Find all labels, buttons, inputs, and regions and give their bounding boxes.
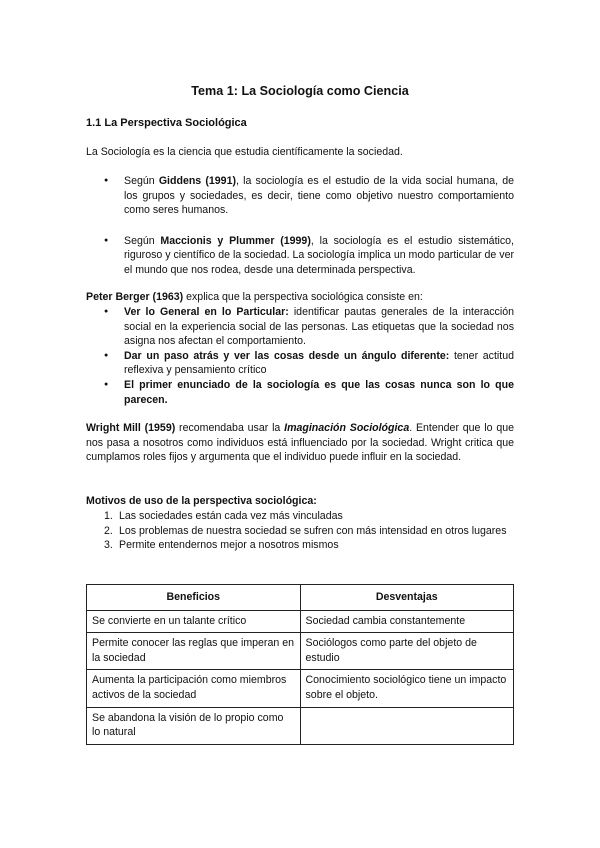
text: Los problemas de nuestra sociedad se sufren con más intensidad en otros lugares [119,524,507,537]
text: Según [124,175,159,187]
term: El primer enunciado de la sociología es que las cosas nunca son lo que parecen. [124,378,514,406]
definitions-list [86,174,514,278]
cell: Se abandona la visión de lo propio como lo natural [87,707,301,744]
cell: Sociedad cambia constantemente [300,610,514,633]
cell: Sociólogos como parte del objeto de estudio [300,633,514,670]
text: Las sociedades están cada vez más vinculadas [119,510,343,522]
text: , la sociología es el estudio sistemático, riguroso y científico de la sociedad. La sociología implica un modo particular de ver el mundo que nos rodea, desde una determinada perspectiva. [124,234,514,276]
wright-paragraph [86,421,514,465]
cell [300,707,514,744]
author: Peter Berger (1963) [86,291,184,303]
table-row [87,670,514,707]
table-row [87,633,514,670]
section-heading: 1.1 La Perspectiva Sociológica [86,117,247,129]
text: Según [124,234,161,247]
cell: Permite conocer las reglas que imperan en la sociedad [87,633,301,670]
list-item [86,378,514,407]
number: 3. [104,539,113,552]
term: Ver lo General en lo Particular: [124,306,289,318]
term: Dar un paso atrás y ver las cosas desde un ángulo diferente: [124,349,450,362]
text: Permite entendernos mejor a nosotros mismos [119,539,339,552]
list-item [86,349,514,378]
cell: Aumenta la participación como miembros activos de la sociedad [87,670,301,707]
text: recomendaba usar la [175,422,285,434]
table-header-row [87,585,514,611]
author: Giddens (1991) [158,175,236,187]
motivos-heading: Motivos de uso de la perspectiva sociológica: [86,495,317,507]
list-item [86,538,514,553]
list-item [86,174,514,218]
table-row [87,707,514,744]
document-title: Tema 1: La Sociología como Ciencia [191,84,409,98]
benefits-table [86,584,514,745]
author: Maccionis y Plummer (1999) [160,234,311,247]
number: 2. [104,524,113,537]
header-desventajas: Desventajas [300,585,514,611]
text: identificar pautas generales de la interacción social en la experiencia social de las personas. Las etiquetas que la sociedad nos asigna nos afectan el comportamiento. [124,306,514,348]
intro-paragraph: La Sociología es la ciencia que estudia científicamente la sociedad. [86,146,403,158]
list-item [86,305,514,349]
cell: Conocimiento sociológico tiene un impacto sobre el objeto. [300,670,514,707]
header-beneficios: Beneficios [87,585,301,611]
text: tener actitud reflexiva y pensamiento crítico [124,349,514,377]
list-item [86,234,514,278]
number: 1. [104,510,113,522]
emphasis: Imaginación Sociológica [284,422,410,434]
table-row [87,610,514,633]
text: explica que la perspectiva sociológica consiste en: [183,291,423,303]
author: Wright Mill (1959) [86,422,176,434]
list-item [86,509,514,524]
berger-list [86,305,514,407]
list-item [86,524,514,539]
text: . Entender que lo que nos pasa a nosotros como individuos está influenciado por la sociedad. Wright critica que cumplamos roles fijos y argumenta que el individuo puede influir en la sociedad. [86,422,514,464]
text: , la sociología es el estudio de la vida social humana, de los grupos y sociedades, es decir, tiene como objetivo nuestro comportamiento como seres humanos. [124,175,514,217]
motivos-list [86,509,514,553]
berger-intro [86,290,514,305]
cell: Se convierte en un talante crítico [87,610,301,633]
